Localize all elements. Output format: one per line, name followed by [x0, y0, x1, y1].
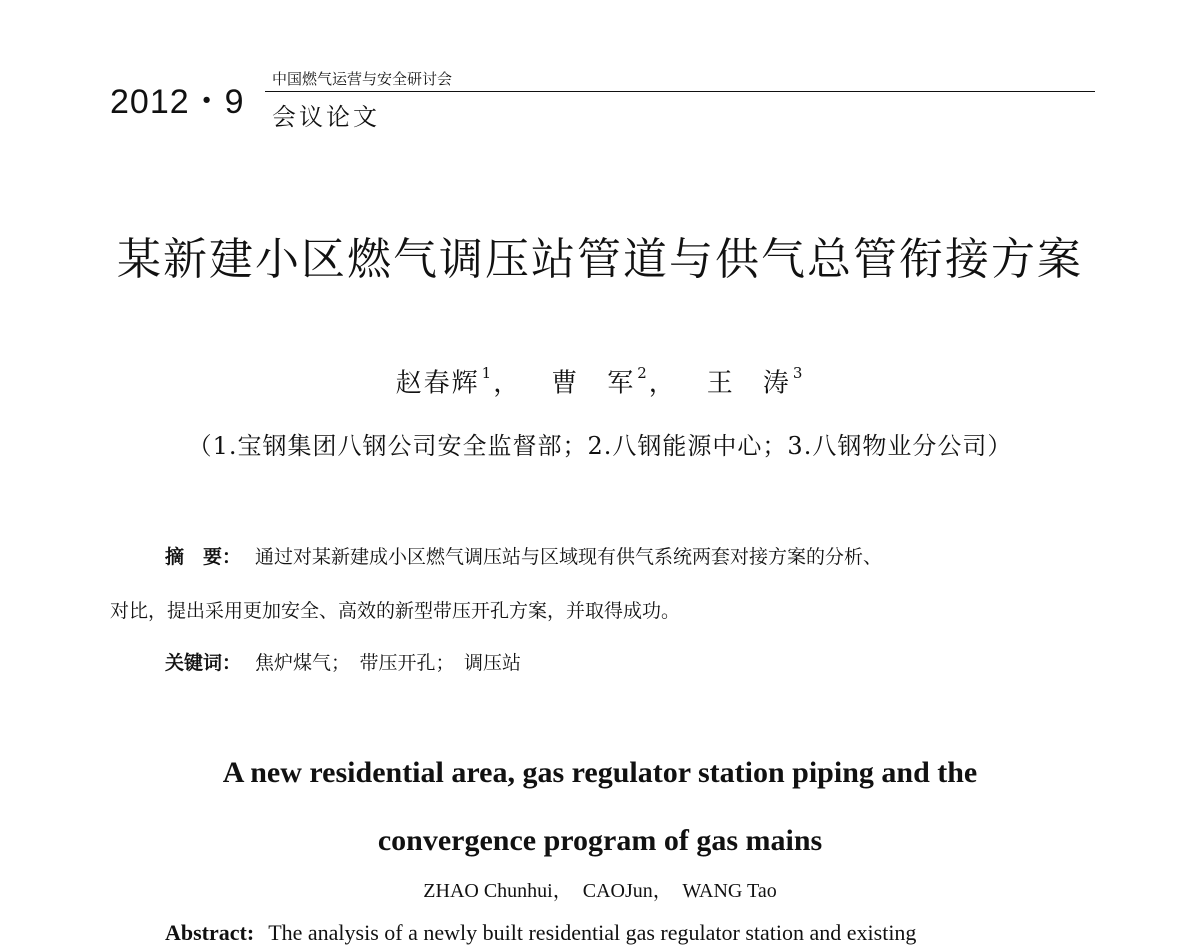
conference-name: 中国燃气运营与安全研讨会 [272, 70, 453, 88]
author-affil-mark: 3 [792, 364, 805, 382]
paper-title-en-line1: A new residential area, gas regulator station piping and the [222, 756, 978, 789]
abstract-en-text: The analysis of a newly built residential gas regulator station and existing [268, 920, 917, 945]
paper-title-cn: 某新建小区燃气调压站管道与供气总管衔接方案 [117, 234, 1083, 285]
abstract-text-line1: 通过对某新建成小区燃气调压站与区域现有供气系统两套对接方案的分析、 [255, 546, 883, 568]
author-affil-mark: 1 [481, 364, 494, 382]
paper-title-en-line2: convergence program of gas mains [377, 824, 823, 857]
abstract-cn [165, 544, 882, 570]
keywords-cn [165, 650, 521, 676]
document-type: 会议论文 [272, 103, 380, 131]
author-affil-mark: 2 [637, 364, 649, 382]
author-name: 曹 军 [551, 368, 636, 399]
keywords-text: 焦炉煤气； 带压开孔； 调压站 [255, 652, 522, 674]
abstract-en [165, 919, 916, 947]
author-name: 赵春辉 [395, 368, 480, 399]
author-name: 王 涛 [706, 368, 791, 399]
abstract-label: 摘 要： [165, 546, 242, 568]
abstract-text-line2: 对比，提出采用更加安全、高效的新型带压开孔方案，并取得成功。 [110, 600, 681, 622]
author-list-cn [0, 360, 1200, 401]
author-separator: ， [493, 368, 522, 399]
affiliations: （1.宝钢集团八钢公司安全监督部；2.八钢能源中心；3.八钢物业分公司） [187, 432, 1013, 460]
header-rule [265, 91, 1095, 92]
author-separator: ， [648, 368, 677, 399]
keywords-label: 关键词： [165, 652, 242, 674]
author-list-en: ZHAO Chunhui， CAOJun， WANG Tao [423, 880, 777, 902]
abstract-en-label: Abstract: [165, 920, 255, 945]
issue-date: 2012・9 [110, 83, 245, 121]
